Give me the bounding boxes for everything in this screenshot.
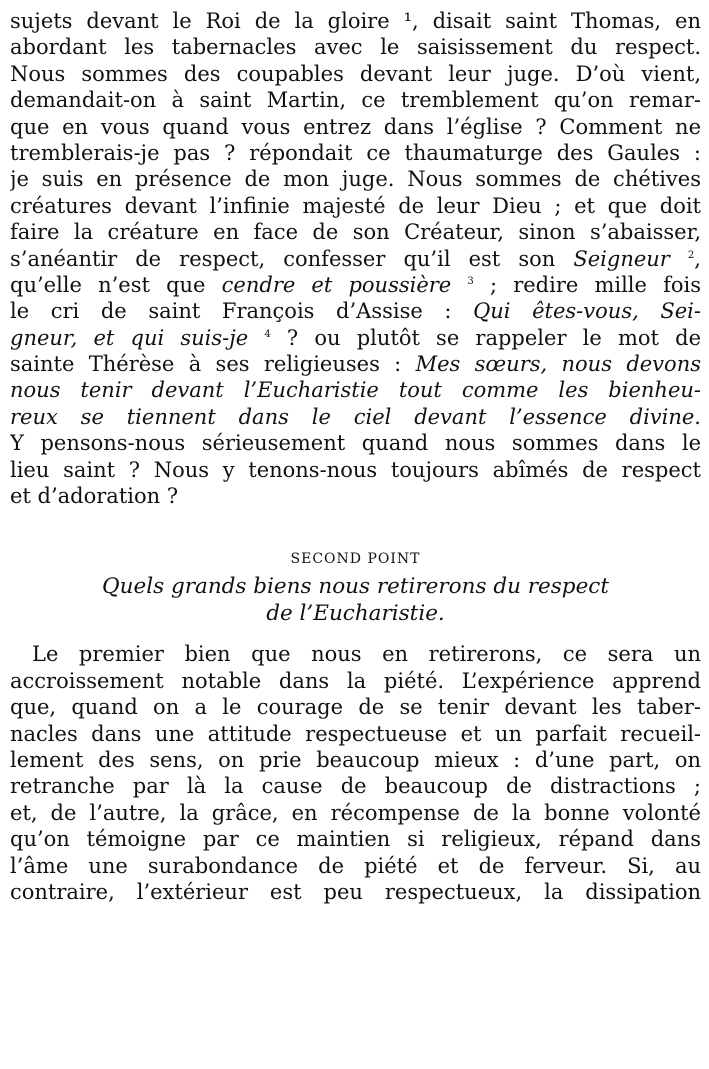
text-line: l’âme une surabondance de piété et de ferveur. Si, au: [10, 853, 701, 878]
footnote-marker: 2: [687, 249, 695, 261]
text-line: que en vous quand vous entrez dans l’église ? Comment ne: [10, 114, 701, 139]
text-line: [10, 377, 701, 403]
italic-quote: Qui êtes-vous, Sei-: [473, 299, 701, 324]
italic-quote: reux se tiennent dans le ciel devant l’essence divine.: [10, 404, 701, 429]
section-spacer: [10, 627, 701, 641]
text-line: lieu saint ? Nous y tenons-nous toujours abîmés de respect: [10, 457, 701, 482]
italic-quote: gneur, et qui suis-je: [10, 325, 249, 350]
text-line: demandait-on à saint Martin, ce tremblement qu’on remar-: [10, 88, 701, 113]
text-line: nacles dans une attitude respectueuse et un parfait recueil-: [10, 721, 701, 746]
text-line: sujets devant le Roi de la gloire ¹, disait saint Thomas, en: [10, 9, 701, 33]
text-line: tremblerais-je pas ? répondait ce thaumaturge des Gaules :: [10, 140, 701, 165]
paragraph-respect: [10, 8, 701, 509]
text-line: sainte Thérèse à ses religieuses : Mes sœurs, nous devons: [10, 352, 701, 377]
text-line: qu’elle n’est que cendre et poussière $^3$ ; redire mille fois: [10, 272, 701, 297]
text-line: s’anéantir de respect, confesser qu’il est son Seigneur $^2$,: [10, 246, 701, 271]
text-line: contraire, l’extérieur est peu respectueux, la dissipation: [10, 879, 701, 904]
italic-quote: cendre et poussière: [221, 272, 452, 297]
footnote-marker: 4: [264, 328, 271, 340]
section-subtitle: de l’Eucharistie.: [266, 601, 445, 627]
text-line: accroissement notable dans la piété. L’expérience apprend: [10, 668, 701, 693]
text-line: lement des sens, on prie beaucoup mieux : d’une part, on: [10, 747, 701, 772]
paragraph-benefits: [10, 641, 701, 905]
text-line: faire la créature en face de son Créateur, sinon s’abaisser,: [10, 220, 701, 245]
text-line: Y pensons-nous sérieusement quand nous sommes dans le: [10, 431, 701, 456]
section-subtitle: Quels grands biens nous retirerons du respect: [102, 574, 609, 600]
text-line: qu’on témoigne par ce maintien si religieux, répand dans: [10, 827, 701, 852]
section-heading: SECOND POINT: [290, 551, 421, 568]
text-line: Le premier bien que nous en retirerons, ce sera un: [32, 642, 701, 667]
text-line: et d’adoration ?: [10, 484, 179, 509]
text-line: abordant les tabernacles avec le saisissement du respect.: [10, 35, 701, 60]
text-line: le cri de saint François d’Assise : Qui êtes-vous, Sei-: [10, 299, 701, 324]
italic-quote: nous tenir devant l’Eucharistie tout comme les bienheu-: [10, 378, 701, 403]
text-line: créatures devant l’infinie majesté de leur Dieu ; et que doit: [10, 193, 701, 218]
text-line: que, quand on a le courage de se tenir devant les taber-: [10, 695, 701, 720]
text-line: gneur, et qui suis-je $^4$ ? ou plutôt se rappeler le mot de: [10, 325, 701, 350]
text-line: retranche par là la cause de beaucoup de distractions ;: [10, 774, 701, 799]
text-line: je suis en présence de mon juge. Nous sommes de chétives: [10, 167, 701, 192]
section-spacer: [10, 509, 701, 545]
text-line: [10, 404, 701, 430]
text-line: Nous sommes des coupables devant leur juge. D’où vient,: [10, 61, 701, 86]
footnote-marker: 3: [467, 275, 474, 287]
italic-quote: Seigneur: [573, 246, 670, 271]
text-line: et, de l’autre, la grâce, en récompense de la bonne volonté: [10, 800, 701, 825]
italic-quote: Mes sœurs, nous devons: [415, 352, 701, 377]
